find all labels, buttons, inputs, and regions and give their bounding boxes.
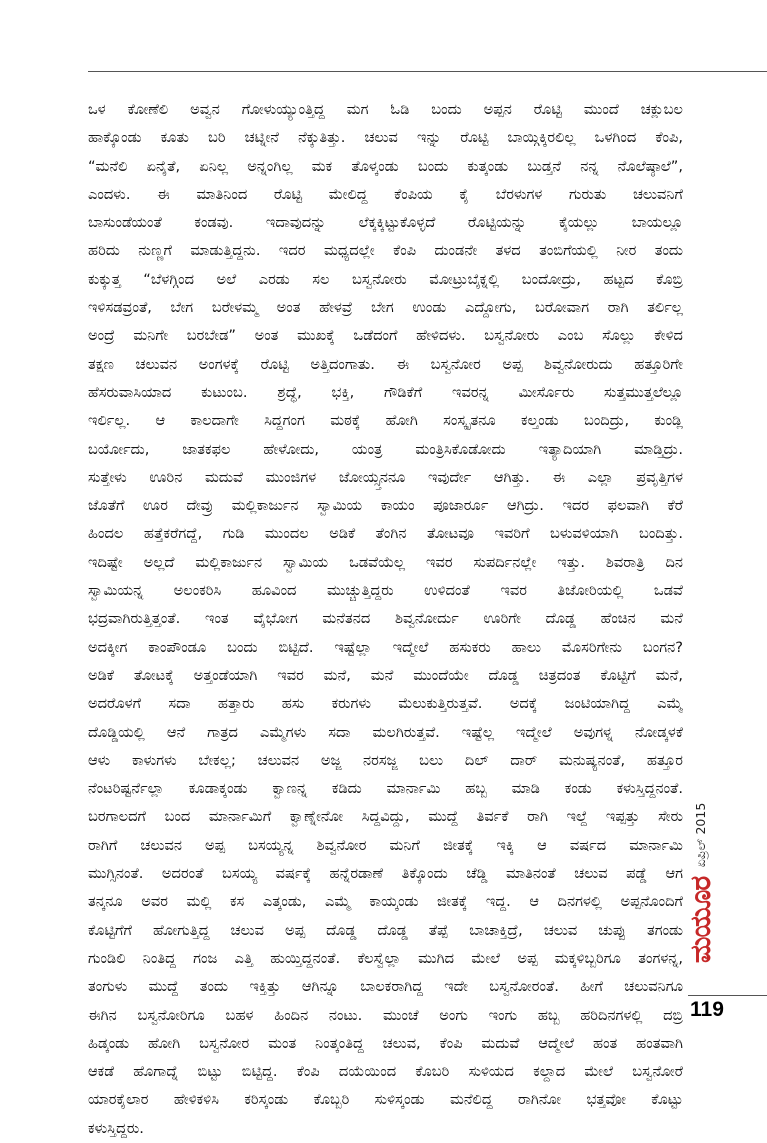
text-line: ಇರ್ಲಿಲ್ಲ. ಆ ಕಾಲದಾಗೇ ಸಿದ್ದಗಂಗ ಮಠಕ್ಕೆ ಹೋಗಿ ಸಂಸ್ಕೃತನೂ ಕಲ್ತಂಡು ಬಂದಿದ್ರು, ಕುಂಡ್ಲಿ (88, 412, 683, 430)
text-line: ಈಗಿನ ಬಸ್ವನೋರಿಗೂ ಬಹಳ ಹಿಂದಿನ ನಂಟು. ಮುಂಚೆ ಅಂಗು ಇಂಗು ಹಬ್ಬ ಹರಿದಿನಗಳಲ್ಲಿ ದಬ್ರಿ (88, 1006, 683, 1024)
text-line: ಮುಗ್ಸಿನಂತೆ. ಅದರಂತೆ ಬಸಯ್ಯ ವರ್ಷಕ್ಕೆ ಹನ್ನೆರಡಾಣೆ ತಿಕ್ಕೊಂದು ಚೆಡ್ಡಿ ಮಾತಿನಂತೆ ಚಲುವ ಪಡ್ಡೆ ಆಗ (88, 865, 683, 883)
text-line: ಒಳ ಕೋಣೆಲಿ ಅವ್ವನ ಗೋಳುಯ್ಯುಂತ್ತಿದ್ದ ಮಗ ಓಡಿ ಬಂದು ಅಪ್ಪನ ರೊಟ್ಟಿ ಮುಂದೆ ಚಕ್ಲುಬಲ (88, 101, 683, 118)
text-line: ಬರಗಾಲದಗೆ ಬಂದ ಮಾರ್ನಾಮಿಗೆ ಕ್ವಾಣ್ನೇನೋ ಸಿದ್ದವಿದ್ದು, ಮುದ್ದೆ ತಿರ್ವಕೆ ರಾಗಿ ಇಲ್ದೆ ಇಪ್ಪತ್ತು ಸೇರು (88, 808, 683, 826)
text-line: ದೊಡ್ಡಿಯಲ್ಲಿ ಆನೆ ಗಾತ್ರದ ಎಮ್ಮೆಗಳು ಸದಾ ಮಲಗಿರುತ್ತವೆ. ಇಷ್ಟೆಲ್ಲ ಇದ್ಮೇಲೆ ಅವುಗಳ್ನ ನೋಡ್ಕಳಕೆ (88, 723, 683, 741)
text-line: ರಾಗಿಗೆ ಚಲುವನ ಅಪ್ಪ ಬಸಯ್ಯನ್ನ ಶಿವ್ವನೋರ ಮನಿಗೆ ಜೀತಕ್ಕೆ ಇಕ್ಕಿ ಆ ವರ್ಷದ ಮಾರ್ನಾಮಿ (88, 836, 683, 854)
text-line: ಕಳುಸ್ತಿದ್ದರು. (88, 1119, 144, 1137)
article-body (88, 96, 683, 1143)
text-line: ಎಂದಳು. ಈ ಮಾತಿನಿಂದ ರೊಟ್ಟಿ ಮೇಲಿದ್ದ ಕೆಂಪಿಯ ಕೈ ಬೆರಳುಗಳ ಗುರುತು ಚಲುವನಿಗೆ (88, 185, 683, 203)
text-line: “ಮನೆಲಿ ಏನೈತೆ, ಏನಿಲ್ಲ ಅನ್ನಂಗಿಲ್ಲ ಮಕ ತೊಳ್ಕಂಡು ಬಂದು ಕುತ್ಕಂಡು ಬುಡ್ತನೆ ನನ್ನ ನೊಲೆಷ್ಠಾಲೆ”, (88, 157, 683, 175)
text-line: ಇದಿಷ್ಟೇ ಅಲ್ಲದೆ ಮಲ್ಲಿಕಾರ್ಜುನ ಸ್ವಾಮಿಯ ಒಡವೆಯೆಲ್ಲ ಇವರ ಸುಪರ್ದಿನಲ್ಲೇ ಇತ್ತು. ಶಿವರಾತ್ರಿ ದಿನ (88, 553, 683, 571)
text-line: ಹಿಡ್ಕಂಡು ಹೋಗಿ ಬಸ್ವನೋರ ಮಂತ ನಿಂತ್ಕಂತಿದ್ದ ಚಲುವ, ಕೆಂಪಿ ಮದುವೆ ಆದ್ಮೇಲೆ ಹಂತ ಹಂತವಾಗಿ (88, 1034, 683, 1052)
text-line: ಅಡಿಕೆ ತೋಟಕ್ಕೆ ಅತ್ತಂಡೆಯಾಗಿ ಇವರ ಮನೆ, ಮನೆ ಮುಂದೆಯೇ ದೊಡ್ಡ ಚಿತ್ರದಂತ ಕೊಟ್ಟಿಗೆ ಮನೆ, (88, 666, 683, 684)
magazine-title: ಮಯೂರ (684, 876, 717, 964)
text-line: ಗುಂಡಿಲಿ ನಿಂತಿದ್ದ ಗಂಜ ಎತ್ತಿ ಹುಯ್ತಿದ್ದನಂತೆ. ಕೆಲಸ್ವೆಲ್ಲಾ ಮುಗಿದ ಮೇಲೆ ಅಪ್ಪ ಮಕ್ಕಳಿಬ್ಬರಿಗೂ ತಂಗಳನ್ನ, (88, 949, 683, 967)
magazine-title-box (681, 870, 721, 970)
text-line: ತನ್ಕನೂ ಅವರ ಮಲ್ಲಿ ಕಸ ಎತ್ಕಂಡು, ಎಮ್ಮೆ ಕಾಯ್ಕಂಡು ಜೀತಕ್ಕೆ ಇದ್ದ. ಆ ದಿನಗಳಲ್ಲಿ ಅಪ್ಪನೊಂದಿಗೆ (88, 893, 683, 911)
text-line: ನೆಂಟರಿಷ್ಟರ್ನೆಲ್ಲಾ ಕೂಡಾಕ್ಕಂಡು ಕ್ವಾಣನ್ನ ಕಡಿದು ಮಾರ್ನಾಮಿ ಹಬ್ಬ ಮಾಡಿ ಕಂಡು ಕಳುಸ್ತಿದ್ದನಂತೆ. (88, 780, 683, 798)
top-rule (88, 71, 767, 72)
text-line: ಹಿಂದಲ ಹತ್ತೆಕರೆಗದ್ದೆ, ಗುಡಿ ಮುಂದಲ ಅಡಿಕೆ ತೆಂಗಿನ ತೋಟವೂ ಇವರಿಗೆ ಬಳುವಳಿಯಾಗಿ ಬಂದಿತ್ತು. (88, 525, 683, 543)
text-line: ಭದ್ರವಾಗಿರುತ್ತಿತ್ತಂತೆ. ಇಂತ ವೈಭೋಗ ಮನೆತನದ ಶಿವ್ವನೋರ್ದು ಊರಿಗೇ ದೊಡ್ಡ ಹೆಂಚಿನ ಮನೆ (88, 610, 683, 628)
side-margin (681, 802, 721, 970)
text-line: ಅದರೊಳಗೆ ಸದಾ ಹತ್ತಾರು ಹಸು ಕರುಗಳು ಮೆಲುಕುತ್ತಿರುತ್ತವೆ. ಅದಕ್ಕೆ ಜಂಟಿಯಾಗಿದ್ದ ಎಮ್ಮೆ (88, 695, 683, 713)
page-number: 119 (690, 998, 724, 1021)
text-line: ಯಾರಕೈಲಾರ ಹೇಳಿಕಳಿಸಿ ಕರಿಸ್ಕಂಡು ಕೊಬ್ಬರಿ ಸುಳಿಸ್ಕಂಡು ಮನೆಲಿದ್ದ ರಾಗಿನೋ ಭತ್ತವೋ ಕೊಟ್ಟು (88, 1091, 683, 1109)
text-line: ಕುಕ್ಕುತ್ತ “ಬೆಳಗ್ಗಿಂದ ಅಲೆ ಎರಡು ಸಲ ಬಸ್ವನೋರು ಮೋಟ್ರುಬೈಕ್ನಲ್ಲಿ ಬಂದೋದ್ರು, ಹಟ್ಟದ ಕೊಬ್ರಿ (88, 270, 683, 288)
text-line: ಹಾಕ್ಕೊಂಡು ಕೂತು ಬರಿ ಚಟ್ನೀನೆ ನೆಕ್ಕುತಿತ್ತು. ಚಲುವ ಇನ್ನು ರೊಟ್ಟಿ ಬಾಯ್ಗಿಕ್ಕಿರಲಿಲ್ಲ ಒಳಗಿಂದ ಕೆಂಪಿ, (88, 129, 683, 147)
text-line: ಸುತ್ತೇಳು ಊರಿನ ಮದುವೆ ಮುಂಜಿಗಳ ಜೋಯ್ಸ್ತನನೂ ಇವುರ್ದೇ ಆಗಿತ್ತು. ಈ ಎಲ್ಲಾ ಪ್ರವೃತ್ತಿಗಳ (88, 468, 683, 486)
text-line: ಹರಿದು ನುಣ್ಣಗೆ ಮಾಡುತ್ತಿದ್ದನು. ಇದರ ಮಧ್ಯದಲ್ಲೇ ಕೆಂಪಿ ದುಂಡನೇ ತಳದ ತಂಬಿಗೆಯಲ್ಲಿ ನೀರ ತಂದು (88, 242, 683, 260)
text-line: ಇಳಿಸಡವ್ರಂತೆ, ಬೇಗ ಬರೇಳಮ್ಮ ಅಂತ ಹೇಳವ್ರೆ ಬೇಗ ಉಂಡು ಎದ್ದೋಗು, ಬರೋವಾಗ ರಾಗಿ ತರ್ಲಿಲ್ಲ (88, 299, 683, 317)
text-line: ಹೆಸರುವಾಸಿಯಾದ ಕುಟುಂಬ. ಶ್ರದ್ಧೆ, ಭಕ್ತಿ, ಗೌಡಿಕೆಗೆ ಇವರನ್ನ ಮೀರ್ಸೊರು ಸುತ್ತಮುತ್ತಲೆಲ್ಲೂ (88, 383, 683, 401)
text-line: ಆಕಡೆ ಹೊಗಾದ್ನೆ ಬಿಟ್ಟು ಬಿಟ್ಟಿದ್ದ. ಕೆಂಪಿ ದಯೆಯಿಂದ ಕೊಬರಿ ಸುಳಿಯದ ಕಲ್ದಾದ ಮೇಲೆ ಬಸ್ವನೋರೆ (88, 1063, 683, 1081)
text-line: ಅದಕ್ಕೀಗ ಕಾಂಪೌಂಡೂ ಬಂದು ಬಿಟ್ಟಿದೆ. ಇಷ್ಟೆಲ್ಲಾ ಇದ್ಮೇಲೆ ಹಸುಕರು ಹಾಲು ಮೊಸರಿಗೇನು ಬಂಗನ? (88, 638, 683, 656)
bottom-rule (688, 995, 767, 996)
text-line: ಬರ್ಯೋದು, ಜಾತಕಫಲ ಹೇಳೋದು, ಯಂತ್ರ ಮಂತ್ರಿಸಿಕೊಡೋದು ಇತ್ಯಾದಿಯಾಗಿ ಮಾಡ್ತಿದ್ರು. (88, 440, 683, 458)
text-line: ಬಾಸುಂಡೆಯಂತೆ ಕಂಡವು. ಇದಾವುದನ್ನು ಲೆಕ್ಕಕ್ಕಿಟ್ಟುಕೊಳ್ಳದೆ ರೊಟ್ಟಿಯನ್ನು ಕೈಯಲ್ಲು ಬಾಯಲ್ಲೂ (88, 214, 683, 232)
text-line: ಕೊಟ್ಟಿಗೆಗೆ ಹೋಗುತ್ತಿದ್ದ ಚಲುವ ಅಪ್ಪ ದೊಡ್ಡ ದೊಡ್ಡ ತೆಪ್ಪೆ ಬಾಚಾಕ್ತಿದ್ರೆ, ಚಲುವ ಚುಪ್ಪು ತಗಂಡು (88, 921, 683, 939)
issue-date: ಏಪ್ರಿಲ್ 2015 (693, 802, 708, 868)
text-line: ತಂಗುಳು ಮುದ್ದೆ ತಂದು ಇಕ್ತಿತ್ತು ಆಗಿನ್ನೂ ಬಾಲಕರಾಗಿದ್ದ ಇದೇ ಬಸ್ವನೋರಂತೆ. ಹೀಗೆ ಚಲುವನಿಗೂ (88, 978, 683, 996)
text-line: ಅಂದ್ರೆ ಮನಿಗೇ ಬರಬೇಡ” ಅಂತ ಮುಖಕ್ಕೆ ಒಡೆದಂಗೆ ಹೇಳಿದಳು. ಬಸ್ವನೋರು ಎಂಬ ಸೊಲ್ಲು ಕೇಳಿದ (88, 327, 683, 345)
text-line: ಸ್ವಾಮಿಯನ್ನ ಅಲಂಕರಿಸಿ ಹೂವಿಂದ ಮುಚ್ಚುತ್ತಿದ್ದರು ಉಳಿದಂತೆ ಇವರ ತಿಜೋರಿಯಲ್ಲಿ ಒಡವೆ (88, 582, 683, 600)
text-line: ಜೊತೆಗೆ ಊರ ದೇವ್ರು ಮಲ್ಲಿಕಾರ್ಜುನ ಸ್ವಾಮಿಯ ಕಾಯಂ ಪೂಜಾರ್ರೂ ಆಗಿದ್ರು. ಇದರ ಫಲವಾಗಿ ಕೆರೆ (88, 497, 683, 515)
text-line: ತಕ್ಷಣ ಚಲುವನ ಅಂಗಳಕ್ಕೆ ರೊಟ್ಟಿ ಅತ್ತಿದಂಗಾತು. ಈ ಬಸ್ವನೋರ ಅಪ್ಪ ಶಿವ್ವನೋರುದು ಹತ್ತೂರಿಗೇ (88, 355, 683, 373)
text-line: ಆಳು ಕಾಳುಗಳು ಬೇಕಲ್ಲ; ಚಲುವನ ಅಜ್ಜ ನರಸಜ್ಜ ಬಲು ದಿಲ್ ದಾರ್ ಮನುಷ್ಯನಂತೆ, ಹತ್ತೂರ (88, 751, 683, 769)
issue-date-box (681, 802, 721, 868)
